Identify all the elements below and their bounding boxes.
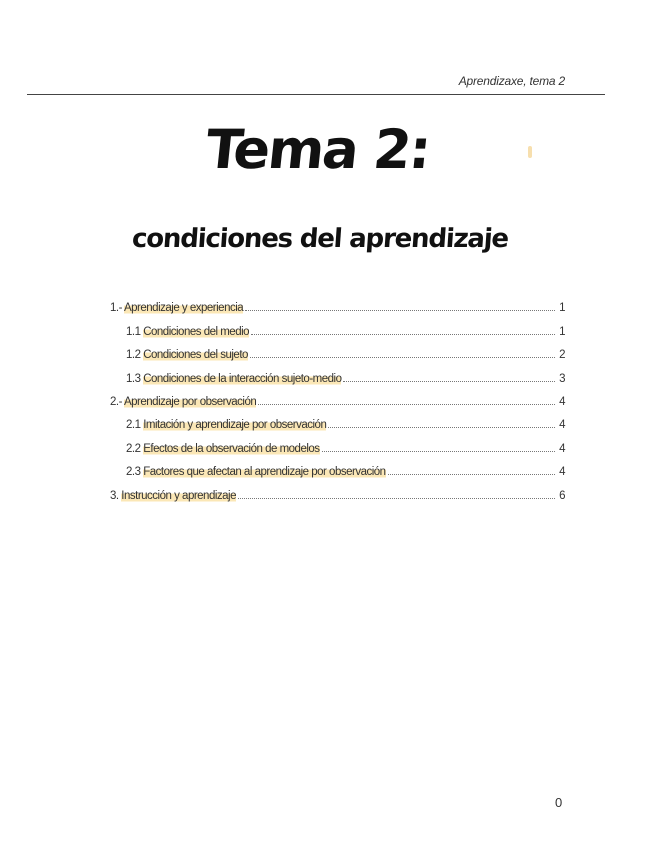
toc-entry-number: 3. bbox=[110, 489, 119, 502]
toc-entry-page: 4 bbox=[559, 395, 565, 408]
toc-entry-number: 2.3 bbox=[126, 466, 141, 479]
toc-entry[interactable] bbox=[110, 363, 565, 386]
toc-entry-label bbox=[110, 490, 236, 504]
toc-entry-label bbox=[110, 396, 256, 410]
page-subtitle: condiciones del aprendizaje bbox=[131, 224, 509, 254]
toc-entry-page: 4 bbox=[559, 419, 565, 432]
toc-entry-text: Condiciones de la interacción sujeto-medio bbox=[143, 372, 342, 385]
toc-entry-page: 1 bbox=[559, 325, 565, 338]
toc-entry-number: 1.2 bbox=[126, 349, 141, 362]
toc-entry-label bbox=[126, 373, 341, 387]
toc-entry-number: 2.- bbox=[110, 395, 122, 408]
toc-entry-text: Efectos de la observación de modelos bbox=[143, 442, 320, 455]
toc-entry-label bbox=[126, 349, 248, 363]
running-header: Aprendizaxe, tema 2 bbox=[458, 74, 565, 88]
toc-entry[interactable] bbox=[110, 387, 565, 410]
toc-entry[interactable] bbox=[110, 316, 565, 339]
toc-leader-dots bbox=[322, 451, 555, 452]
toc-leader-dots bbox=[245, 310, 555, 311]
header-rule bbox=[27, 94, 605, 95]
toc-leader-dots bbox=[258, 404, 555, 405]
page-number: 0 bbox=[555, 795, 563, 810]
toc-entry-label bbox=[126, 466, 386, 480]
page-title: Tema 2: bbox=[202, 118, 433, 181]
toc-entry-page: 2 bbox=[559, 349, 565, 362]
toc-entry-number: 1.1 bbox=[126, 325, 141, 338]
toc-entry-page: 3 bbox=[559, 372, 565, 385]
toc-entry[interactable] bbox=[110, 340, 565, 363]
toc-entry-label bbox=[110, 302, 243, 316]
toc-entry-number: 1.3 bbox=[126, 372, 141, 385]
toc-entry[interactable] bbox=[110, 410, 565, 433]
toc-entry-page: 4 bbox=[559, 466, 565, 479]
toc-leader-dots bbox=[328, 427, 555, 428]
toc-leader-dots bbox=[343, 381, 555, 382]
toc-entry-text: Aprendizaje y experiencia bbox=[123, 302, 244, 315]
toc-entry[interactable] bbox=[110, 433, 565, 456]
toc-entry-text: Condiciones del sujeto bbox=[143, 349, 248, 362]
toc-entry[interactable] bbox=[110, 480, 565, 503]
toc-leader-dots bbox=[388, 474, 555, 475]
toc-entry-text: Imitación y aprendizaje por observación bbox=[143, 419, 327, 432]
toc-entry-page: 1 bbox=[559, 302, 565, 315]
toc-entry-number: 2.1 bbox=[126, 419, 141, 432]
toc-entry-text: Condiciones del medio bbox=[143, 325, 250, 338]
toc-entry-text: Aprendizaje por observación bbox=[123, 395, 257, 408]
toc-entry-page: 4 bbox=[559, 442, 565, 455]
toc-entry-label bbox=[126, 326, 249, 340]
toc-leader-dots bbox=[251, 334, 555, 335]
toc-entry-label bbox=[126, 443, 320, 457]
toc-entry[interactable] bbox=[110, 293, 565, 316]
toc-leader-dots bbox=[250, 357, 555, 358]
highlight-mark bbox=[528, 146, 532, 158]
toc-entry[interactable] bbox=[110, 457, 565, 480]
toc-entry-text: Instrucción y aprendizaje bbox=[121, 489, 237, 502]
toc-entry-page: 6 bbox=[559, 489, 565, 502]
toc-leader-dots bbox=[238, 498, 555, 499]
toc-entry-label bbox=[126, 419, 326, 433]
toc-entry-number: 2.2 bbox=[126, 442, 141, 455]
toc-entry-text: Factores que afectan al aprendizaje por observación bbox=[143, 466, 386, 479]
table-of-contents bbox=[110, 293, 565, 504]
toc-entry-number: 1.- bbox=[110, 302, 122, 315]
